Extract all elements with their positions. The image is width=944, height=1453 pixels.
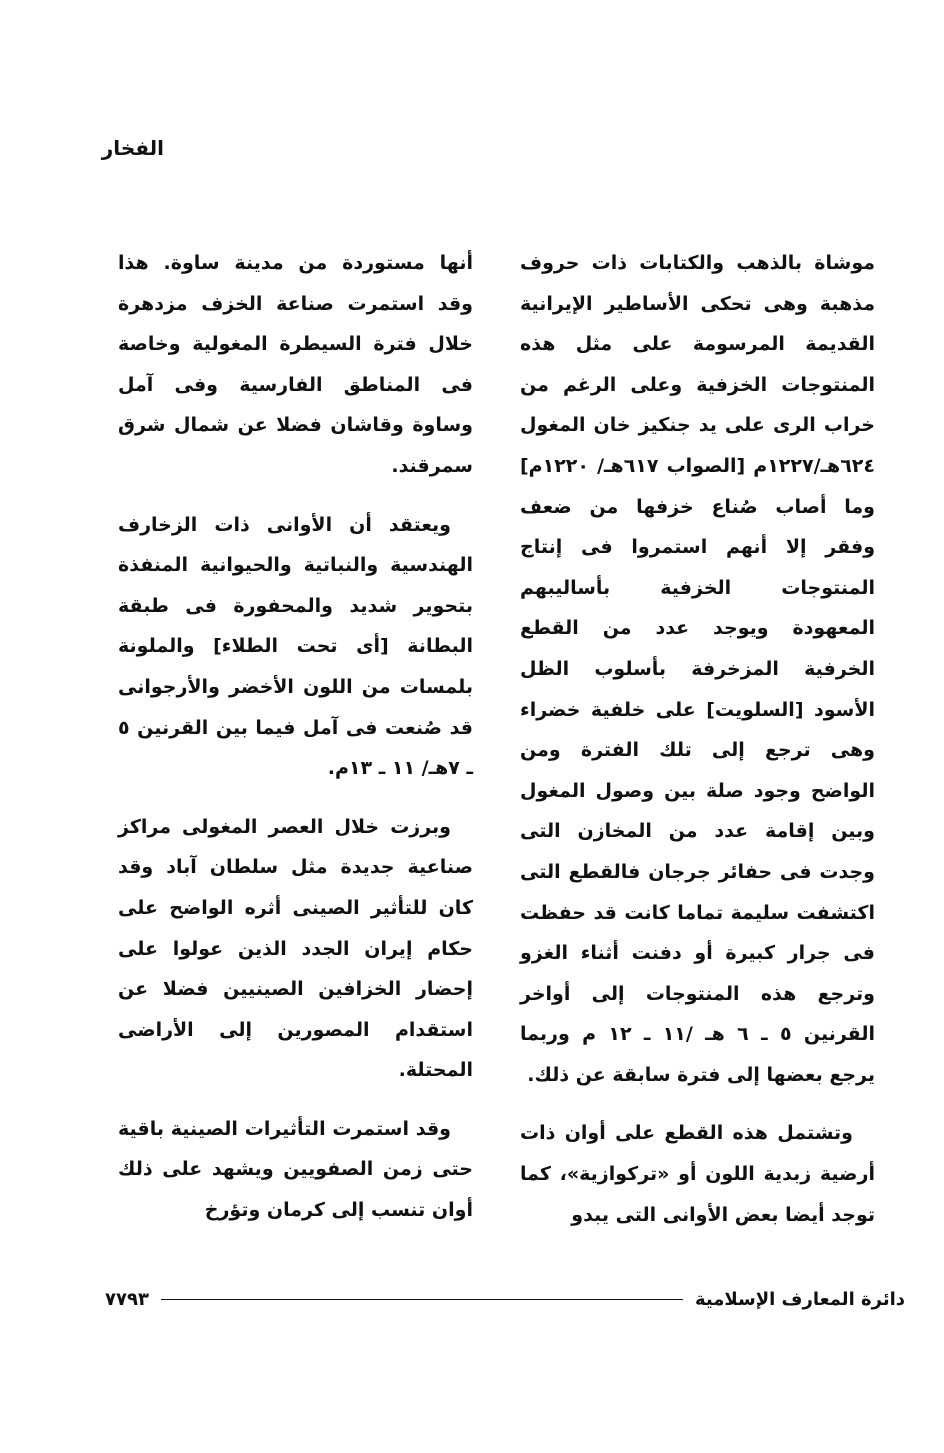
- footer-journal-title: دائرة المعارف الإسلامية: [694, 1288, 905, 1310]
- right-paragraph-1: موشاة بالذهب والكتابات ذات حروف مذهبة وهى تحكى الأساطير الإيرانية القديمة المرسومة على مثل هذه المنتوجات الخزفية وعلى الرغم من خراب الرى على يد جنكيز خان المغول ٦٢٤هـ/١٢٢٧م [الصواب ٦١٧هـ/ ١٢٢٠م] وما أصاب صُناع خزفها من ضعف وفقر إلا أنهم استمروا فى إنتاج المنتوجات الخزفية بأساليبهم المعهودة ويوجد عدد من القطع الخرفية المزخرفة بأسلوب الظل الأسود [السلويت] على خلفية خضراء وهى ترجع إلى تلك الفترة ومن الواضح وجود صلة بين وصول المغول وبين إقامة عدد من المخازن التى وجدت فى حفائر جرجان فالقطع التى اكتشفت سليمة تماما كانت قد حفظت فى جرار كبيرة أو دفنت أثناء الغزو وترجع هذه المنتوجات إلى أواخر القرنين ٥ ـ ٦ هـ /١١ ـ ١٢ م وربما يرجع بعضها إلى فترة سابقة عن ذلك.: [520, 252, 876, 1086]
- left-paragraph-4: وقد استمرت التأثيرات الصينية باقية حتى زمن الصفويين ويشهد على ذلك أوان تنسب إلى كرمان وتؤرخ: [118, 1117, 473, 1222]
- right-paragraph-2: وتشتمل هذه القطع على أوان ذات أرضية زبدية اللون أو «تركوازية»، كما توجد أيضا بعض الأوانى التى يبدو: [520, 1122, 875, 1226]
- running-head: الفخار: [101, 136, 164, 160]
- left-paragraph-1: أنها مستوردة من مدينة ساوة. هذا وقد استمرت صناعة الخزف مزدهرة خلال فترة السيطرة المغولية وخاصة فى المناطق الفارسية وفى آمل وساوة وقاشان فضلا عن شمال شرق سمرقند.: [118, 252, 473, 477]
- left-paragraph-2: ويعتقد أن الأوانى ذات الزخارف الهندسية والنباتية والحيوانية المنفذة بتحوير شديد والمحفورة فى طبقة البطانة [أى تحت الطلاء] والملونة بلمسات من اللون الأخضر والأرجوانى قد صُنعت فى آمل فيما بين القرنين ٥ ـ ٧هـ/ ١١ ـ ١٣م.: [118, 513, 473, 780]
- left-paragraph-3: وبرزت خلال العصر المغولى مراكز صناعية جديدة مثل سلطان آباد وقد كان للتأثير الصينى أثره الواضح على حكام إيران الجدد الذين عولوا على إحضار الخزافين الصينيين فضلا عن استقدام المصورين إلى الأراضى المحتلة.: [118, 815, 473, 1082]
- page-footer: [105, 1285, 905, 1313]
- page-number: ٧٧٩٣: [105, 1288, 149, 1310]
- footer-rule: [161, 1299, 683, 1300]
- right-column: [520, 243, 875, 1253]
- left-column: [118, 243, 473, 1249]
